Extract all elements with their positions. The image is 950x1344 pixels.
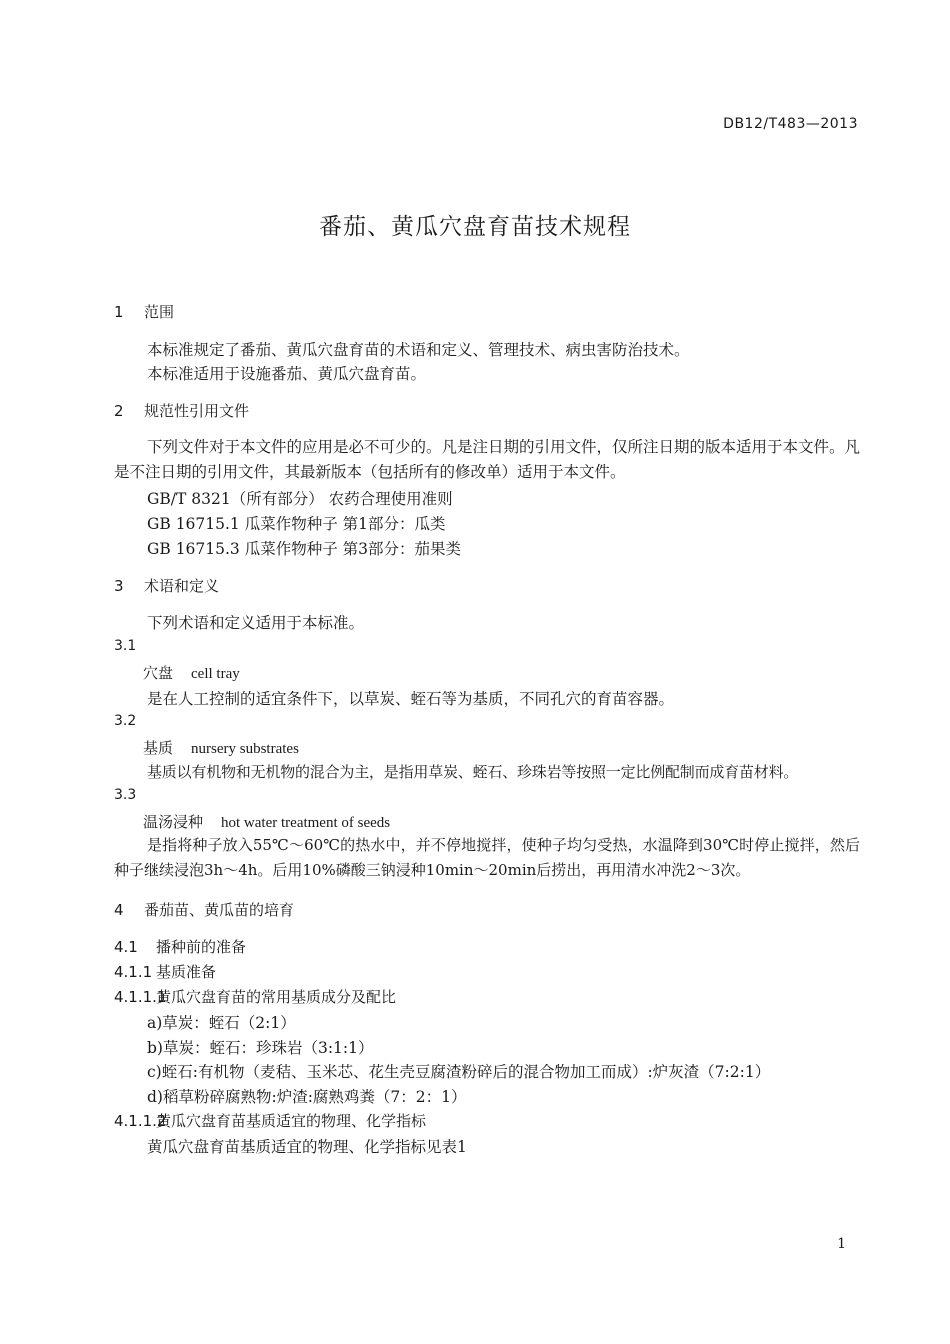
scope-paragraph-1: 本标准规定了番茄、黄瓜穴盘育苗的术语和定义、管理技术、病虫害防治技术。 bbox=[147, 341, 690, 359]
reference-item: GB 16715.3 瓜菜作物种子 第3部分：茄果类 bbox=[147, 540, 462, 558]
section-3-heading bbox=[114, 575, 219, 596]
section-number: 4.1.1 bbox=[114, 963, 153, 981]
subsection-4-1-1-heading bbox=[114, 961, 216, 982]
term-zh: 温汤浸种 bbox=[143, 813, 204, 831]
term-number: 3.3 bbox=[114, 787, 137, 803]
substrate-item: a)草炭：蛭石（2:1） bbox=[147, 1014, 296, 1032]
document-title: 番茄、黄瓜穴盘育苗技术规程 bbox=[319, 214, 631, 240]
section-number: 1 bbox=[114, 303, 124, 321]
subsection-4-1-heading bbox=[114, 936, 246, 957]
section-title: 术语和定义 bbox=[144, 577, 220, 595]
term-definition: 基质以有机物和无机物的混合为主，是指用草炭、蛭石、珍珠岩等按照一定比例配制而成育苗材料。 bbox=[147, 763, 799, 781]
section-2-heading bbox=[114, 400, 249, 421]
section-number: 2 bbox=[114, 402, 124, 420]
term-heading bbox=[143, 662, 240, 683]
subsection-4-1-1-2-heading bbox=[114, 1110, 426, 1131]
page-number: 1 bbox=[837, 1236, 846, 1252]
term-definition: 是指将种子放入55℃～60℃的热水中，并不停地搅拌，使种子均匀受热，水温降到30℃时停止搅拌，然后种子继续浸泡3h～4h。后用10%磷酸三钠浸种10min～20min后捞出，再用清水冲洗2～3次。 bbox=[114, 836, 860, 879]
indicator-paragraph: 黄瓜穴盘育苗基质适宜的物理、化学指标见表1 bbox=[147, 1138, 467, 1156]
section-title: 播种前的准备 bbox=[156, 938, 247, 956]
term-heading bbox=[143, 737, 299, 758]
section-number: 4 bbox=[114, 901, 124, 919]
substrate-item: c)蛭石:有机物（麦秸、玉米芯、花生壳豆腐渣粉碎后的混合物加工而成）:炉灰渣（7:2:1） bbox=[147, 1063, 771, 1081]
section-title: 规范性引用文件 bbox=[144, 402, 250, 420]
reference-item: GB 16715.1 瓜菜作物种子 第1部分：瓜类 bbox=[147, 515, 446, 533]
term-heading bbox=[143, 811, 390, 832]
subsection-4-1-1-1-heading bbox=[114, 986, 396, 1007]
term-number: 3.1 bbox=[114, 638, 137, 654]
standard-code: DB12/T483—2013 bbox=[723, 116, 858, 132]
term-en: hot water treatment of seeds bbox=[221, 815, 391, 831]
section-number: 3 bbox=[114, 577, 124, 595]
term-definition: 是在人工控制的适宜条件下，以草炭、蛭石等为基质，不同孔穴的育苗容器。 bbox=[147, 690, 675, 708]
term-number: 3.2 bbox=[114, 713, 137, 729]
term-en: nursery substrates bbox=[191, 741, 299, 757]
term-en: cell tray bbox=[191, 666, 240, 682]
reference-item: GB/T 8321（所有部分） 农药合理使用准则 bbox=[147, 490, 453, 508]
term-zh: 基质 bbox=[143, 739, 174, 757]
normative-references-paragraph: 下列文件对于本文件的应用是必不可少的。凡是注日期的引用文件，仅所注日期的版本适用于本文件。凡是不注日期的引用文件，其最新版本（包括所有的修改单）适用于本文件。 bbox=[114, 438, 861, 481]
section-title: 番茄苗、黄瓜苗的培育 bbox=[144, 901, 295, 919]
section-title: 黄瓜穴盘育苗的常用基质成分及配比 bbox=[156, 988, 397, 1006]
terms-intro-paragraph: 下列术语和定义适用于本标准。 bbox=[147, 614, 365, 632]
term-zh: 穴盘 bbox=[143, 664, 174, 682]
section-title: 范围 bbox=[144, 303, 175, 321]
scope-paragraph-2: 本标准适用于设施番茄、黄瓜穴盘育苗。 bbox=[147, 365, 427, 383]
section-number: 4.1.1.2 bbox=[114, 1112, 167, 1130]
section-title: 黄瓜穴盘育苗基质适宜的物理、化学指标 bbox=[156, 1112, 427, 1130]
substrate-item: d)稻草粉碎腐熟物:炉渣:腐熟鸡粪（7：2：1） bbox=[147, 1088, 467, 1106]
section-4-heading bbox=[114, 899, 294, 920]
section-title: 基质准备 bbox=[156, 963, 217, 981]
section-number: 4.1 bbox=[114, 938, 138, 956]
substrate-item: b)草炭：蛭石：珍珠岩（3:1:1） bbox=[147, 1039, 374, 1057]
section-1-heading bbox=[114, 301, 174, 322]
section-number: 4.1.1.1 bbox=[114, 988, 167, 1006]
